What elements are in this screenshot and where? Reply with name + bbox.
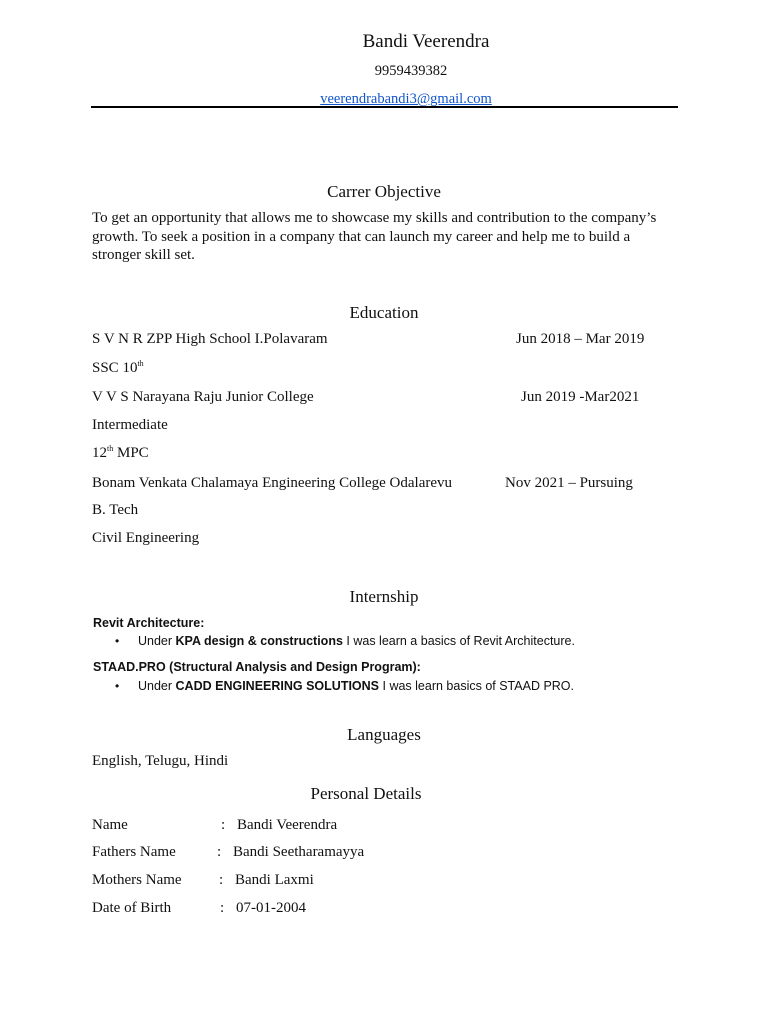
personal-label-mother: Mothers Name: [92, 872, 182, 888]
header-divider: [91, 106, 678, 108]
personal-details-heading: Personal Details: [310, 784, 422, 803]
school-dates: Jun 2018 – Mar 2019: [516, 331, 645, 347]
college-dates: Jun 2019 -Mar2021: [521, 389, 640, 405]
college-grade-num: 12: [92, 445, 107, 461]
personal-value-name: Bandi Veerendra: [237, 817, 338, 833]
engineering-college-name: Bonam Venkata Chalamaya Engineering College Odalarevu: [92, 475, 453, 491]
phone-number: 9959439382: [374, 63, 448, 79]
education-heading: Education: [349, 303, 419, 322]
college-level: Intermediate: [92, 417, 168, 433]
candidate-name: Bandi Veerendra: [362, 31, 490, 52]
personal-label-father: Fathers Name: [92, 844, 176, 860]
objective-heading: Carrer Objective: [327, 182, 441, 201]
personal-value-dob: 07-01-2004: [236, 900, 306, 916]
engineering-dates: Nov 2021 – Pursuing: [505, 475, 633, 491]
internship-company: CADD ENGINEERING SOLUTIONS: [175, 679, 380, 693]
internship-company: KPA design & constructions: [175, 634, 343, 648]
bullet-icon: •: [115, 679, 120, 693]
school-name: S V N R ZPP High School I.Polavaram: [92, 331, 328, 347]
email-link[interactable]: veerendrabandi3@gmail.com: [320, 91, 492, 107]
internship-heading: Internship: [349, 587, 419, 606]
college-grade: [92, 444, 149, 462]
internship-prefix: Under: [138, 634, 176, 648]
personal-sep: :: [219, 872, 224, 888]
college-stream: MPC: [113, 445, 149, 461]
internship-suffix: I was learn basics of STAAD PRO.: [379, 679, 575, 693]
internship-title-revit: Revit Architecture:: [93, 616, 205, 630]
personal-sep: :: [217, 844, 222, 860]
internship-title-staad: STAAD.PRO (Structural Analysis and Design Program):: [93, 660, 421, 674]
internship-detail-revit: [138, 634, 575, 648]
engineering-branch: Civil Engineering: [92, 530, 200, 546]
personal-sep: :: [221, 817, 226, 833]
internship-prefix: Under: [138, 679, 176, 693]
school-level: [92, 359, 144, 377]
languages-text: English, Telugu, Hindi: [92, 753, 229, 769]
personal-value-father: Bandi Seetharamayya: [233, 844, 365, 860]
engineering-degree: B. Tech: [92, 502, 139, 518]
personal-label-name: Name: [92, 817, 128, 833]
internship-detail-staad: [138, 679, 574, 693]
languages-heading: Languages: [347, 725, 421, 744]
objective-text: To get an opportunity that allows me to showcase my skills and contribution to the company’s growth. To seek a position in a company that can launch my career and help me to build a stronger skill set.: [92, 210, 657, 263]
school-level-text: SSC 10: [92, 360, 138, 376]
personal-value-mother: Bandi Laxmi: [235, 872, 314, 888]
college-name: V V S Narayana Raju Junior College: [92, 389, 314, 405]
bullet-icon: •: [115, 634, 120, 648]
personal-sep: :: [220, 900, 225, 916]
personal-label-dob: Date of Birth: [92, 900, 172, 916]
school-level-sup: th: [137, 359, 144, 368]
college-grade-sup: th: [107, 444, 114, 453]
internship-suffix: I was learn a basics of Revit Architecture.: [342, 634, 575, 648]
